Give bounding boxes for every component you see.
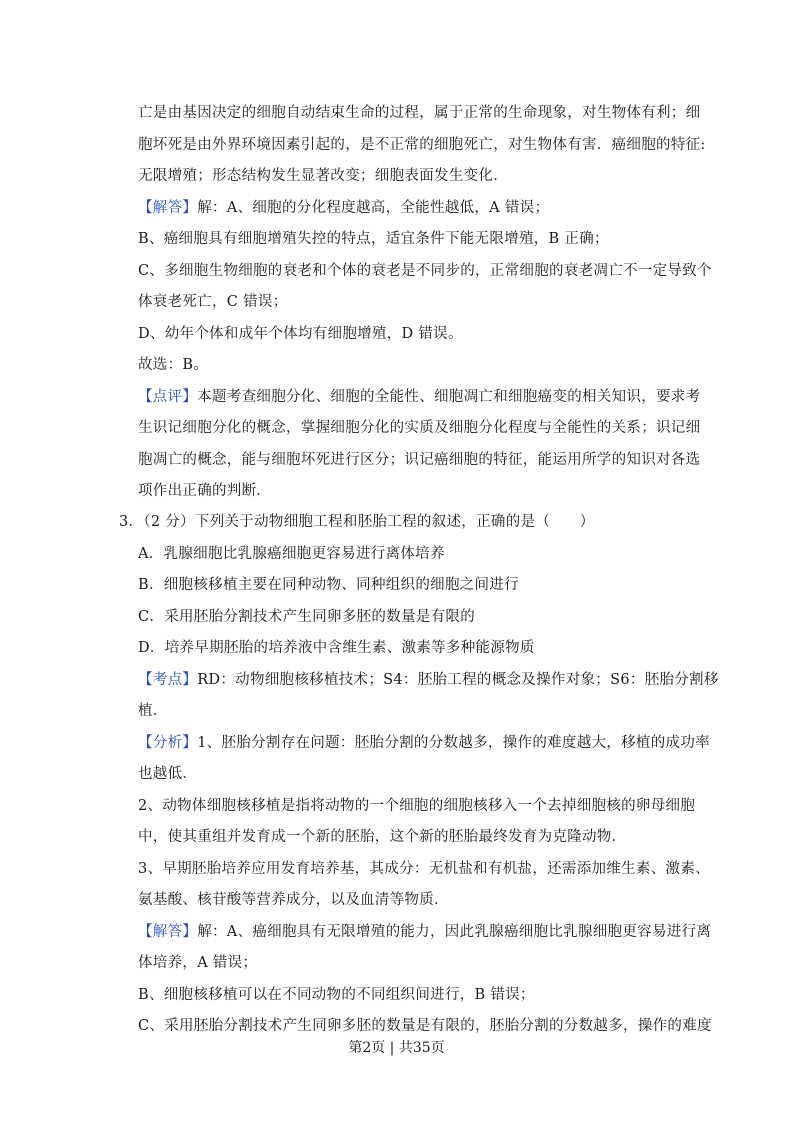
text-line-27 — [138, 922, 711, 942]
text-line-26 — [138, 890, 449, 910]
text-line-20 — [138, 701, 168, 721]
text-line-30 — [138, 1016, 712, 1036]
section-tag: 【考点】 — [138, 672, 198, 688]
text-line-29 — [138, 985, 535, 1005]
line-text: RD：动物细胞核移植技术；S4：胚胎工程的概念及操作对象；S6：胚胎分割移 — [197, 672, 719, 688]
line-text: 胞凋亡的概念，能与细胞坏死进行区分；识记癌细胞的特征，能运用所学的知识对各选 — [138, 452, 701, 468]
section-tag: 【解答】 — [138, 200, 198, 216]
line-text: D．培养早期胚胎的培养液中含维生素、激素等多种能源物质 — [138, 640, 535, 656]
text-line-7 — [138, 292, 288, 312]
line-text: 故选：B。 — [138, 357, 209, 373]
text-line-8 — [138, 324, 463, 344]
line-text: 中，使其重组并发育成一个新的胚胎，这个新的胚胎最终发育为克隆动物． — [138, 829, 627, 845]
text-line-22 — [138, 764, 197, 784]
line-text: D、幼年个体和成年个体均有细胞增殖，D 错误。 — [138, 326, 463, 342]
text-line-18 — [138, 638, 535, 658]
page-footer: 第2页 | 共35页 — [348, 1040, 445, 1056]
line-text: C、采用胚胎分割技术产生同卵多胚的数量是有限的，胚胎分割的分数越多，操作的难度 — [138, 1018, 712, 1034]
text-line-13 — [138, 481, 271, 501]
text-line-4 — [138, 198, 549, 218]
text-line-10 — [138, 387, 700, 407]
text-line-1 — [138, 103, 700, 123]
text-line-28 — [138, 953, 257, 973]
line-text: 体培养，A 错误； — [138, 955, 258, 971]
line-text: 生识记细胞分化的概念，掌握细胞分化的实质及细胞分化程度与全能性的关系；识记细 — [138, 420, 701, 436]
line-text: B、癌细胞具有细胞增殖失控的特点，适宜条件下能无限增殖，B 正确； — [138, 231, 609, 247]
line-text: 解：A、细胞的分化程度越高，全能性越低，A 错误； — [197, 200, 550, 216]
line-text: 也越低． — [138, 766, 198, 782]
text-line-12 — [138, 450, 700, 470]
line-text: 胞坏死是由外界环境因素引起的，是不正常的细胞死亡，对生物体有害．癌细胞的特征: — [138, 137, 706, 153]
line-text: 2、动物体细胞核移植是指将动物的一个细胞的细胞核移入一个去掉细胞核的卵母细胞 — [138, 798, 696, 814]
line-text: 3、早期胚胎培养应用发育培养基，其成分：无机盐和有机盐，还需添加维生素、激素、 — [138, 861, 710, 877]
section-tag: 【解答】 — [138, 924, 198, 940]
text-line-9 — [138, 355, 208, 375]
text-line-16 — [138, 575, 519, 595]
line-text: A．乳腺细胞比乳腺癌细胞更容易进行离体培养 — [138, 546, 445, 562]
text-line-5 — [138, 229, 609, 249]
line-text: 解：A、癌细胞具有无限增殖的能力，因此乳腺癌细胞比乳腺细胞更容易进行离 — [197, 924, 712, 940]
text-line-2 — [138, 135, 706, 155]
line-text: 3．（2 分）下列关于动物细胞工程和胚胎工程的叙述，正确的是（ ） — [119, 514, 595, 530]
text-line-14 — [119, 512, 595, 532]
line-text: B、细胞核移植可以在不同动物的不同组织间进行，B 错误； — [138, 987, 535, 1003]
text-line-17 — [138, 607, 475, 627]
line-text: 亡是由基因决定的细胞自动结束生命的过程，属于正常的生命现象，对生物体有利；细 — [138, 105, 701, 121]
text-line-19 — [138, 670, 719, 690]
text-line-23 — [138, 796, 695, 816]
section-tag: 【点评】 — [138, 389, 198, 405]
text-line-15 — [138, 544, 445, 564]
text-line-6 — [138, 261, 712, 281]
line-text: 体衰老死亡，C 错误； — [138, 294, 288, 310]
line-text: C．采用胚胎分割技术产生同卵多胚的数量是有限的 — [138, 609, 475, 625]
text-line-11 — [138, 418, 700, 438]
line-text: 植． — [138, 703, 168, 719]
text-line-3 — [138, 166, 508, 186]
line-text: 项作出正确的判断． — [138, 483, 272, 499]
line-text: C、多细胞生物细胞的衰老和个体的衰老是不同步的，正常细胞的衰老凋亡不一定导致个 — [138, 263, 712, 279]
line-text: 无限增殖；形态结构发生显著改变；细胞表面发生变化． — [138, 168, 508, 184]
text-line-21 — [138, 733, 710, 753]
section-tag: 【分析】 — [138, 735, 198, 751]
line-text: B．细胞核移植主要在同种动物、同种组织的细胞之间进行 — [138, 577, 519, 593]
line-text: 氨基酸、核苷酸等营养成分，以及血清等物质． — [138, 892, 449, 908]
text-line-24 — [138, 827, 626, 847]
line-text: 1、胚胎分割存在问题：胚胎分割的分数越多，操作的难度越大，移植的成功率 — [197, 735, 710, 751]
line-text: 本题考查细胞分化、细胞的全能性、细胞凋亡和细胞癌变的相关知识，要求考 — [197, 389, 701, 405]
text-line-25 — [138, 859, 710, 879]
